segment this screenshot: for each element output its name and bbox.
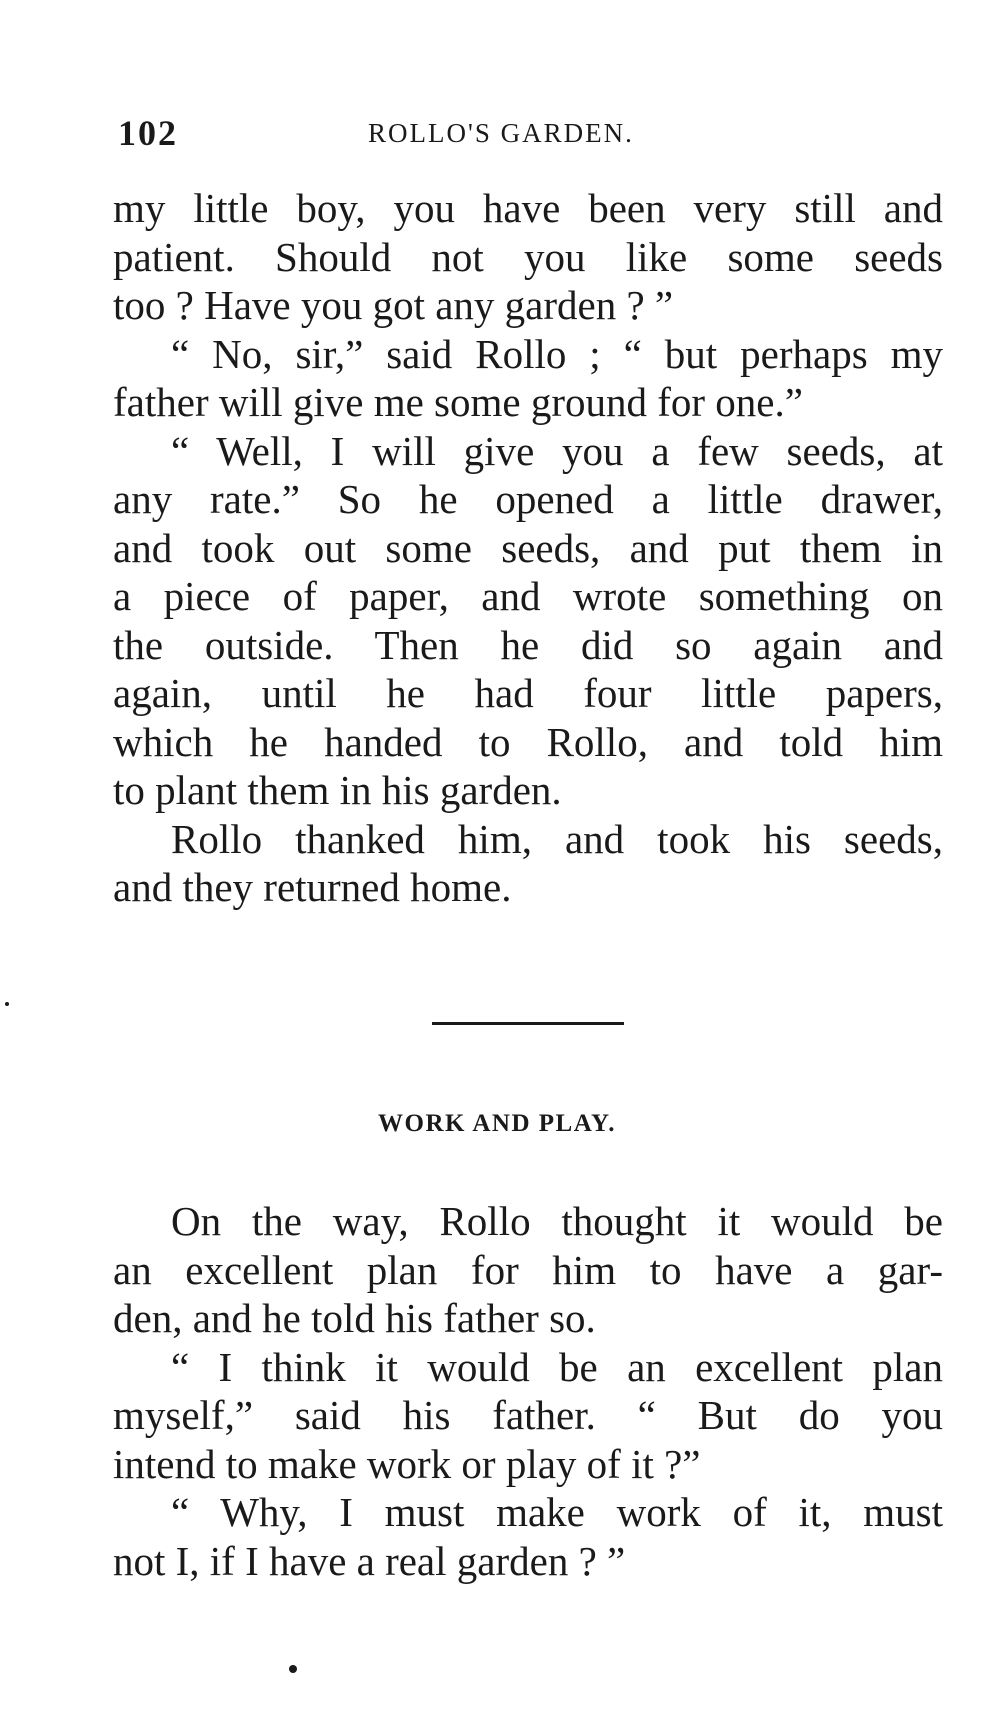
passage-continuation <box>113 184 943 912</box>
text-line: “ Why, I must make work of it, must <box>171 1489 943 1535</box>
text-line: den, and he told his father so. <box>113 1295 596 1341</box>
text-line: too ? Have you got any garden ? ” <box>113 282 674 328</box>
text-line: On the way, Rollo thought it would be <box>171 1198 943 1244</box>
text-line: Rollo thanked him, and took his seeds, <box>171 815 943 862</box>
running-head: ROLLO'S GARDEN. <box>368 118 634 148</box>
text-line: and took out some seeds, and put them in <box>113 524 943 571</box>
text-line: to plant them in his garden. <box>113 767 562 813</box>
text-line: not I, if I have a real garden ? ” <box>113 1537 626 1584</box>
text-line: which he handed to Rollo, and told him <box>113 718 943 765</box>
text-line: an excellent plan for him to have a gar- <box>113 1246 943 1293</box>
passage-work-and-play <box>113 1197 943 1585</box>
text-line: father will give me some ground for one.” <box>113 379 803 425</box>
text-line: intend to make work or play of it ?” <box>113 1440 701 1487</box>
text-line: “ Well, I will give you a few seeds, at <box>171 427 943 474</box>
page-number: 102 <box>118 113 178 153</box>
ink-dot <box>289 1665 297 1673</box>
text-line: “ I think it would be an excellent plan <box>171 1343 943 1390</box>
text-line: myself,” said his father. “ But do you <box>113 1392 943 1438</box>
text-line: a piece of paper, and wrote something on <box>113 573 943 619</box>
section-heading: WORK AND PLAY. <box>378 1110 616 1137</box>
text-line: and they returned home. <box>113 864 512 910</box>
section-divider <box>432 1022 624 1025</box>
speck-mark <box>5 1002 9 1006</box>
text-line: any rate.” So he opened a little drawer, <box>113 476 943 522</box>
text-line: “ No, sir,” said Rollo ; “ but perhaps my <box>171 330 943 377</box>
text-line: the outside. Then he did so again and <box>113 621 943 668</box>
text-line: my little boy, you have been very still and <box>113 185 943 231</box>
text-line: again, until he had four little papers, <box>113 670 943 716</box>
text-line: patient. Should not you like some seeds <box>113 233 943 280</box>
